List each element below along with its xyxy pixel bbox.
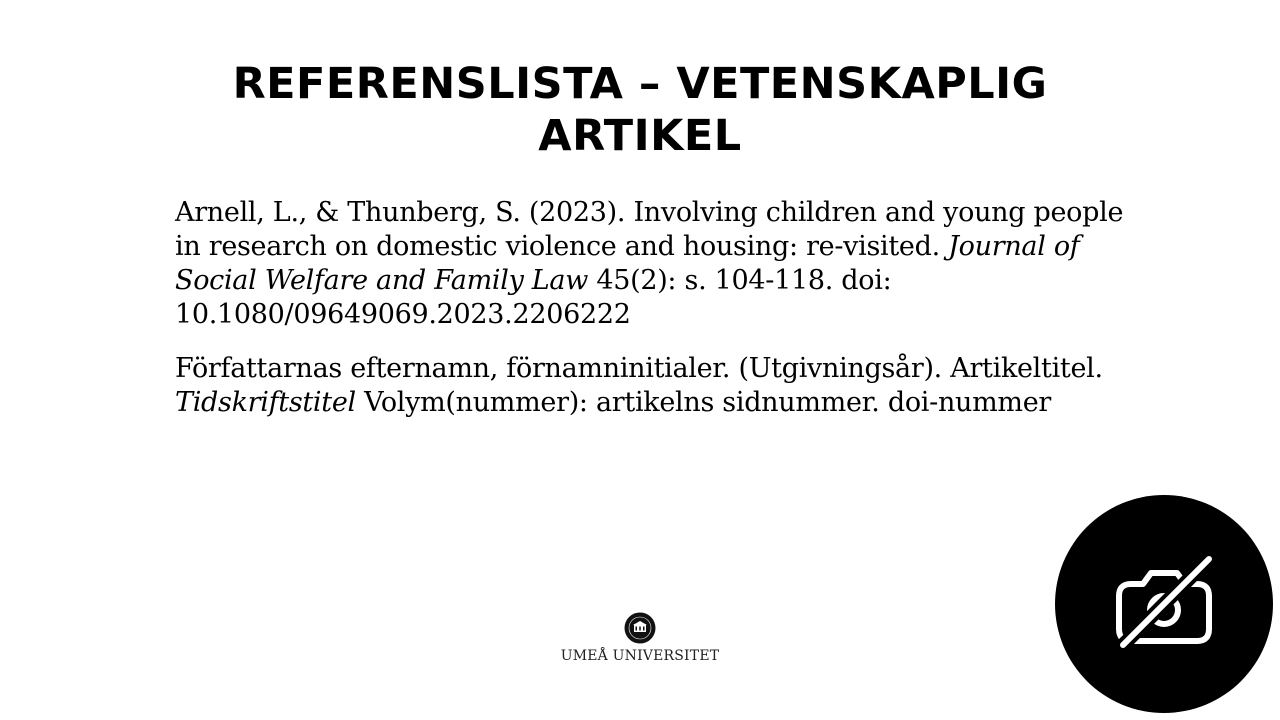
- university-seal-icon: [624, 612, 656, 644]
- slide-title: REFERENSLISTA – VETENSKAPLIG ARTIKEL: [232, 59, 1048, 161]
- reference-template-details: Volym(nummer): artikelns sidnummer. doi-nummer: [355, 387, 1052, 418]
- reference-template-authors-title: Författarnas efternamn, förnamninitialer. (Utgivningsår). Artikeltitel.: [175, 353, 1103, 384]
- reference-template-journal: Tidskriftstitel: [175, 387, 356, 418]
- reference-example-journal: Journal of Social Welfare and Family Law: [175, 231, 1080, 296]
- university-logo: [540, 612, 740, 672]
- camera-off-button[interactable]: [1055, 495, 1273, 713]
- slide-body: [175, 196, 1135, 440]
- reference-example-details: 45(2): s. 104-118. doi: 10.1080/09649069.2023.2206222: [175, 265, 892, 330]
- camera-off-icon: [1109, 549, 1219, 659]
- reference-example: [175, 196, 1135, 332]
- reference-example-authors-title: Arnell, L., & Thunberg, S. (2023). Involving children and young people in research on domestic violence and housing: re-visited.: [175, 197, 1124, 262]
- reference-template: [175, 352, 1135, 420]
- university-name: UMEÅ UNIVERSITET: [560, 648, 720, 664]
